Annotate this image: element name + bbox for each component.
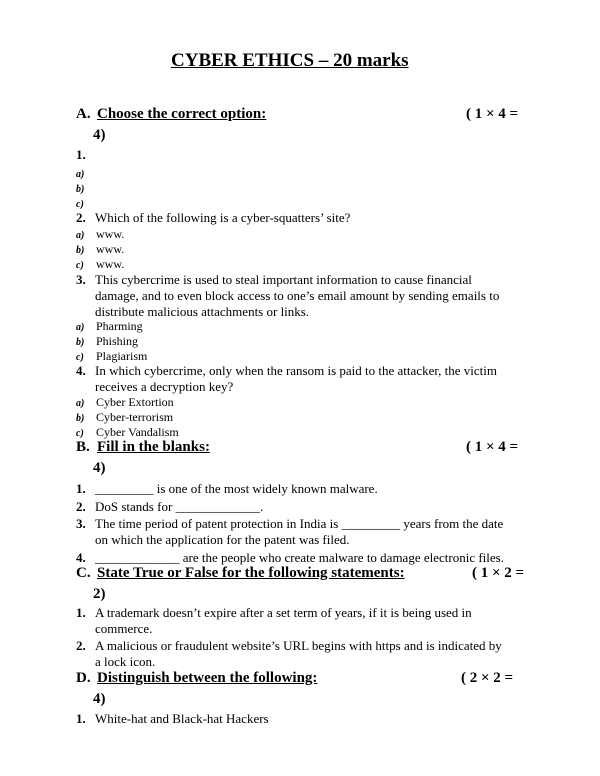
section-b-marks-cont: 4)	[93, 460, 106, 476]
question-number: 1.	[76, 481, 86, 496]
option: b) Phishing	[76, 334, 139, 348]
question-text: A trademark doesn’t expire after a set term of years, if it is being used in	[95, 605, 472, 620]
section-b-letter: B.	[76, 439, 90, 455]
option: c) www.	[76, 257, 125, 271]
section-a-heading: Choose the correct option:	[97, 106, 267, 122]
option: a) Cyber Extortion	[76, 395, 174, 409]
section-c-heading: State True or False for the following statements:	[97, 565, 405, 581]
question-number: 2.	[76, 499, 86, 514]
question-text: damage, and to even block access to one’s email amount by sending emails to	[95, 288, 500, 303]
question-number: 1.	[76, 605, 86, 620]
section-d-letter: D.	[76, 670, 91, 686]
section-d-marks-cont: 4)	[93, 691, 106, 707]
question-text: commerce.	[95, 621, 153, 636]
question-number: 3.	[76, 272, 86, 287]
section-a-marks: ( 1 × 4 =	[466, 106, 519, 122]
question-text: DoS stands for _____________.	[95, 499, 264, 514]
question-text: The time period of patent protection in India is _________ years from the date	[95, 516, 504, 531]
question-text: In which cybercrime, only when the ransom is paid to the attacker, the victim	[95, 363, 497, 378]
section-d-heading: Distinguish between the following:	[97, 670, 318, 686]
question-text: receives a decryption key?	[95, 379, 234, 394]
section-c-marks-cont: 2)	[93, 586, 106, 602]
page-title: CYBER ETHICS – 20 marks	[171, 50, 409, 71]
question-text: This cybercrime is used to steal important information to cause financial	[95, 272, 472, 287]
question-number: 1.	[76, 711, 86, 726]
option: c) Cyber Vandalism	[76, 425, 179, 439]
question-text: _________ is one of the most widely known malware.	[95, 481, 378, 496]
question-text: a lock icon.	[95, 654, 156, 669]
option: c) Plagiarism	[76, 349, 148, 363]
question-number: 2.	[76, 210, 86, 225]
question-text: White-hat and Black-hat Hackers	[95, 711, 269, 726]
option: b) www.	[76, 242, 125, 256]
question-text: A malicious or fraudulent website’s URL begins with https and is indicated by	[95, 638, 502, 653]
section-a-letter: A.	[76, 106, 91, 122]
option-letter: c)	[76, 199, 84, 210]
question-text: on which the application for the patent was filed.	[95, 532, 350, 547]
option-letter: b)	[76, 184, 85, 195]
section-b-marks: ( 1 × 4 =	[466, 439, 519, 455]
section-c-letter: C.	[76, 565, 91, 581]
section-d-marks: ( 2 × 2 =	[461, 670, 514, 686]
section-a-marks-cont: 4)	[93, 127, 106, 143]
question-number: 3.	[76, 516, 86, 531]
question-text: distribute malicious attachments or links.	[95, 304, 310, 319]
question-number: 1.	[76, 147, 86, 162]
question-text: _____________ are the people who create malware to damage electronic files.	[95, 550, 504, 565]
option: a) Pharming	[76, 319, 143, 333]
question-number: 4.	[76, 363, 86, 378]
option-letter: a)	[76, 169, 85, 180]
option: b) Cyber-terrorism	[76, 410, 174, 424]
option: a) www.	[76, 227, 125, 241]
question-text: Which of the following is a cyber-squatters’ site?	[95, 210, 351, 225]
section-b-heading: Fill in the blanks:	[97, 439, 210, 455]
section-c-marks: ( 1 × 2 =	[472, 565, 525, 581]
question-number: 4.	[76, 550, 86, 565]
question-number: 2.	[76, 638, 86, 653]
